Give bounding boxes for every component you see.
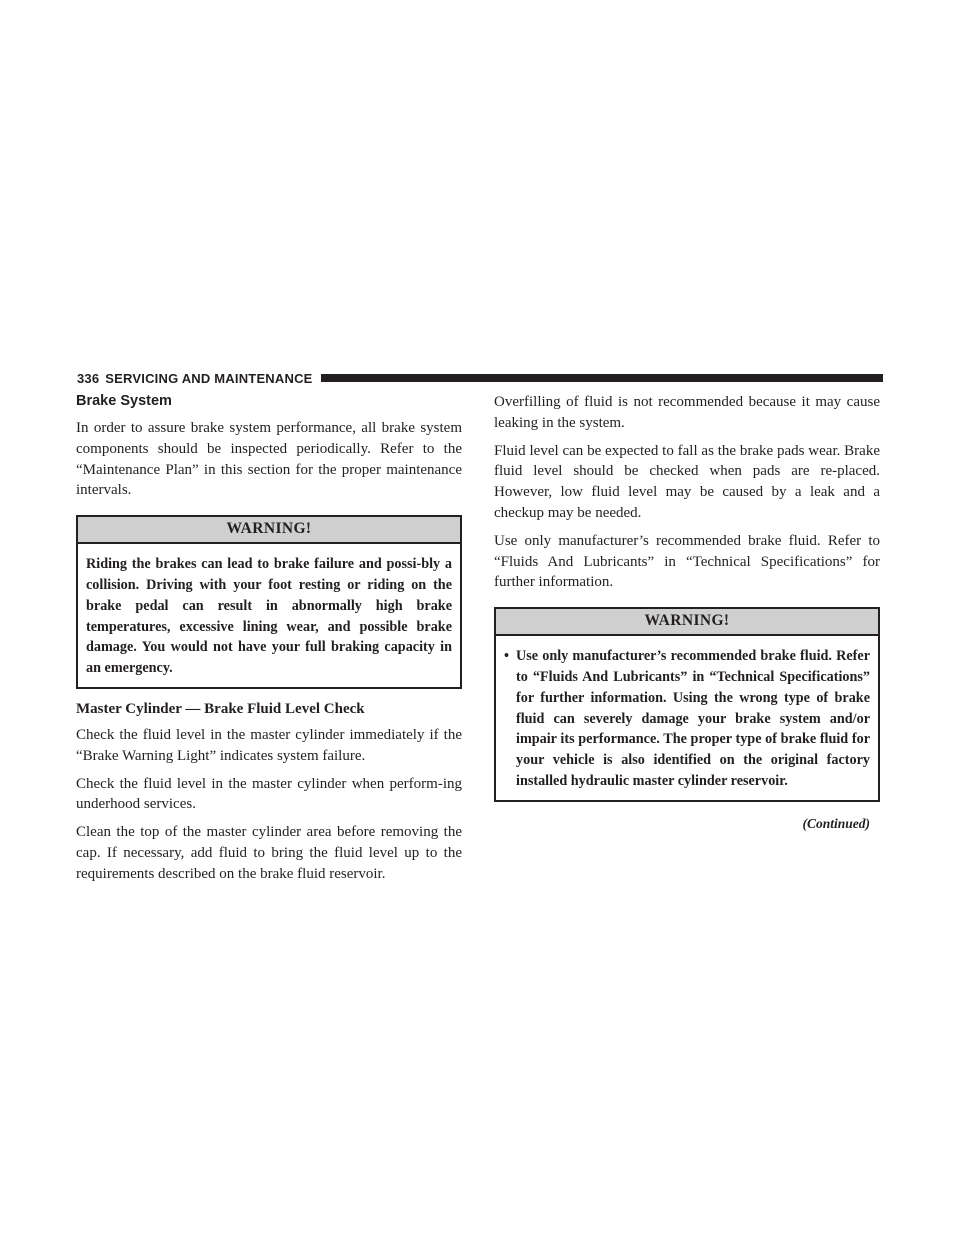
header-rule [321, 374, 883, 382]
paragraph: Check the fluid level in the master cylinder immediately if the “Brake Warning Light” indicates system failure. [76, 726, 462, 764]
section-title: Brake System [76, 393, 172, 409]
warning-heading: WARNING! [78, 517, 460, 544]
right-column [494, 392, 880, 832]
left-column [76, 392, 462, 892]
continued-label: (Continued) [802, 815, 870, 831]
warning-box-right [494, 607, 880, 802]
page-number: 336 [77, 370, 100, 386]
paragraph: Use only manufacturer’s recommended brake fluid. Refer to “Fluids And Lubricants” in “Technical Specifications” for further information. [494, 532, 880, 591]
warning-text: Use only manufacturer’s recommended brake fluid. Refer to “Fluids And Lubricants” in “Technical Specifications” for further information. Using the wrong type of brake fluid can severely damage your brake system and/or impair its performance. The proper type of brake fluid for your vehicle is also identified on the original factory installed hydraulic master cylinder reservoir. [516, 648, 870, 789]
bullet-icon: • [504, 648, 509, 665]
subsection-title: Master Cylinder — Brake Fluid Level Check [76, 700, 365, 717]
warning-bullet-item [504, 646, 870, 792]
section-name: SERVICING AND MAINTENANCE [105, 370, 313, 386]
warning-text: Riding the brakes can lead to brake failure and possi-bly a collision. Driving with your foot resting or riding on the brake pedal can result in abnormally high brake temperatures, excessive lining wear, and possible brake damage. You would not have your full braking capacity in an emergency. [86, 556, 452, 677]
page-header [77, 370, 883, 386]
warning-body [496, 636, 878, 800]
paragraph: Check the fluid level in the master cylinder when perform-ing underhood services. [76, 775, 462, 813]
paragraph: Fluid level can be expected to fall as the brake pads wear. Brake fluid level should be checked when pads are re-placed. However, low fluid level may be caused by a leak and a checkup may be needed. [494, 442, 880, 521]
intro-paragraph: In order to assure brake system performance, all brake system components should be inspected periodically. Refer to the “Maintenance Plan” in this section for the proper maintenance intervals. [76, 420, 462, 499]
paragraph: Overfilling of fluid is not recommended because it may cause leaking in the system. [494, 394, 880, 431]
paragraph: Clean the top of the master cylinder area before removing the cap. If necessary, add fluid to bring the fluid level up to the requirements described on the brake fluid reservoir. [76, 824, 462, 882]
warning-heading: WARNING! [496, 609, 878, 636]
warning-box-left [76, 515, 462, 689]
